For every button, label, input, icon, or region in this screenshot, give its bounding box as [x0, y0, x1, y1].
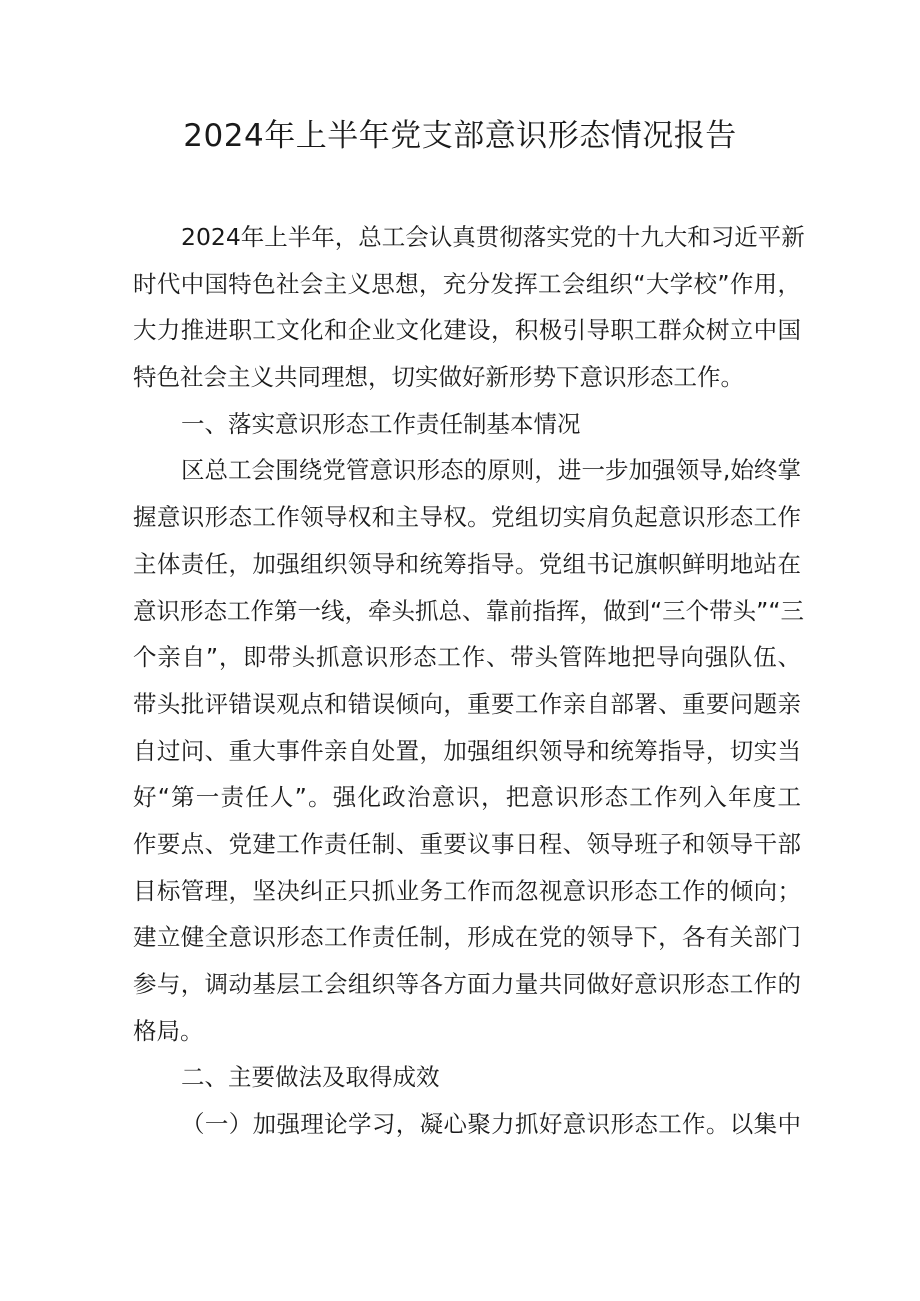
paragraph-line: 参与，调动基层工会组织等各方面力量共同做好意识形态工作的: [133, 970, 801, 998]
paragraph-line: 个亲自”，即带头抓意识形态工作、带头管阵地把导向强队伍、: [133, 643, 801, 672]
paragraph-line: 意识形态工作第一线，牵头抓总、靠前指挥，做到“三个带头”“三: [133, 596, 805, 625]
document-title: 2024年上半年党支部意识形态情况报告: [183, 118, 737, 154]
paragraph-line: 区总工会围绕党管意识形态的原则，进一步加强领导,始终掌: [181, 456, 801, 485]
paragraph-line: 握意识形态工作领导权和主导权。党组切实肩负起意识形态工作: [133, 503, 801, 532]
paragraph-intro: [133, 214, 805, 401]
paragraph-line: 作要点、党建工作责任制、重要议事日程、领导班子和领导干部: [133, 829, 801, 858]
paragraph-line: 好“第一责任人”。强化政治意识，把意识形态工作列入年度工: [133, 783, 801, 812]
paragraph-section-1: [133, 447, 805, 1054]
paragraph-line: 主体责任，加强组织领导和统筹指导。党组书记旗帜鲜明地站在: [133, 549, 801, 578]
paragraph-line: 2024年上半年，总工会认真贯彻落实党的十九大和习近平新: [181, 223, 805, 251]
document-body: [133, 214, 805, 1148]
heading-line: 一、落实意识形态工作责任制基本情况: [181, 409, 581, 438]
paragraph-line: 特色社会主义共同理想，切实做好新形势下意识形态工作。: [133, 363, 744, 392]
paragraph-line: 带头批评错误观点和错误倾向，重要工作亲自部署、重要问题亲: [133, 689, 801, 718]
paragraph-line: 时代中国特色社会主义思想，充分发挥工会组织“大学校”作用，: [133, 269, 801, 298]
heading-line: 二、主要做法及取得成效: [181, 1063, 440, 1092]
paragraph-line: 格局。: [133, 1016, 204, 1045]
paragraph-line: 自过问、重大事件亲自处置，加强组织领导和统筹指导，切实当: [133, 736, 801, 765]
paragraph-line: 目标管理，坚决纠正只抓业务工作而忽视意识形态工作的倾向；: [133, 876, 801, 905]
paragraph-line: （一）加强理论学习，凝心聚力抓好意识形态工作。以集中: [181, 1110, 801, 1139]
paragraph-section-2: [133, 1101, 801, 1148]
paragraph-line: 建立健全意识形态工作责任制，形成在党的领导下，各有关部门: [133, 923, 801, 952]
section-heading-2: [133, 1054, 801, 1101]
paragraph-line: 大力推进职工文化和企业文化建设，积极引导职工群众树立中国: [133, 316, 801, 345]
section-heading-1: [133, 401, 801, 448]
